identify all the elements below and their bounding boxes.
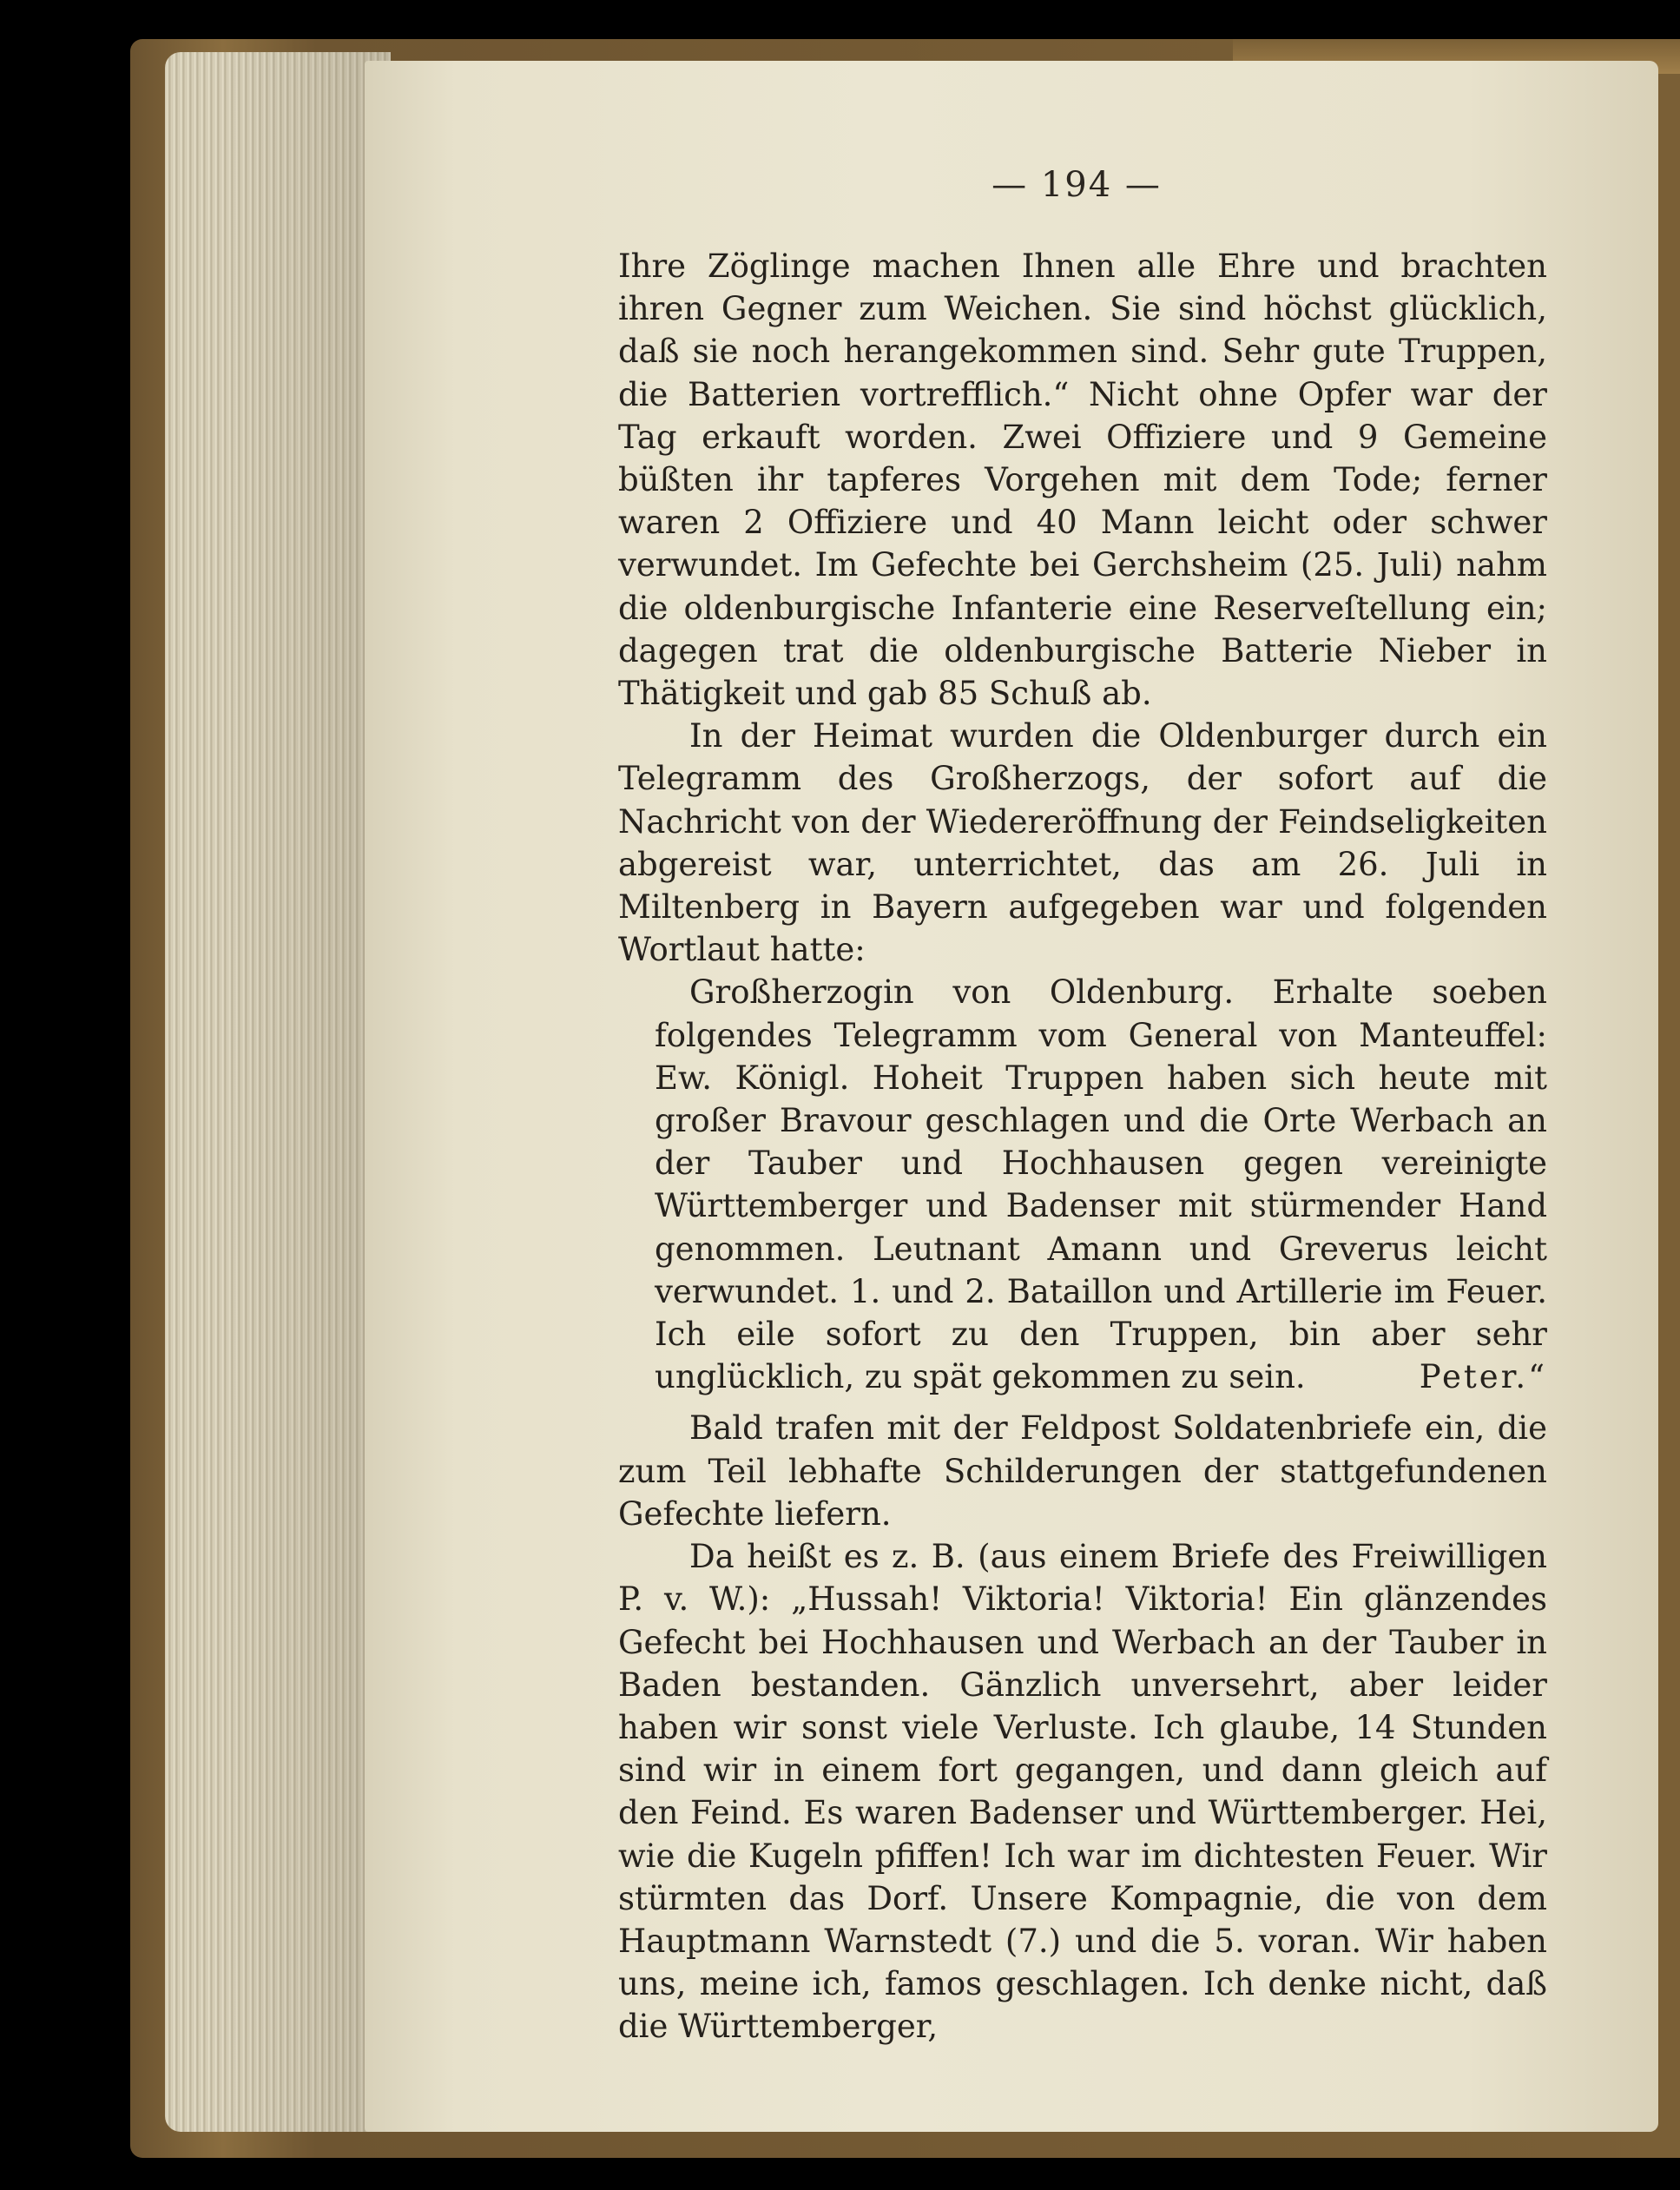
paragraph-2: In der Heimat wurden die Oldenburger durch ein Telegramm des Großherzogs, der sofort auf die Nachricht von der Wiedereröffnung der Feindseligkeiten abgereist war, unterrichtet, das am 26. Juli in Miltenberg in Bayern aufgegeben war und folgenden Wortlaut hatte: — [618, 717, 1547, 969]
telegram-quote — [655, 971, 1547, 1398]
spacer — [618, 1398, 1547, 1407]
telegram-signature: Peter.“ — [1419, 1358, 1547, 1396]
paragraph-1: Ihre Zöglinge machen Ihnen alle Ehre und brachten ihren Gegner zum Weichen. Sie sind höchst glücklich, daß sie noch herangekommen sind. Sehr gute Truppen, die Batterien vortrefflich.“ Nicht ohne Opfer war der Tag erkauft worden. Zwei Offiziere und 9 Gemeine büßten ihr tapferes Vorgehen mit dem Tode; ferner waren 2 Offiziere und 40 Mann leicht oder schwer verwundet. Im Gefechte bei Gerchsheim (25. Juli) nahm die oldenburgische Infanterie eine Reserveſtellung ein; dagegen trat die oldenburgische Batterie Nieber in Thätigkeit und gab 85 Schuß ab. — [618, 247, 1547, 713]
telegram-text: Großherzogin von Oldenburg. Erhalte soeben folgendes Telegramm vom General von Manteuffel: Ew. Königl. Hoheit Truppen haben sich heute mit großer Bravour geschlagen und die Orte Werbach an der Tauber und Hochhausen gegen vereinigte Württemberger und Badenser mit stürmender Hand genommen. Leutnant Amann und Greverus leicht verwundet. 1. und 2. Bataillon und Artillerie im Feuer. Ich eile sofort zu den Truppen, bin aber sehr unglücklich, zu spät gekommen zu sein. — [655, 973, 1547, 1396]
paragraph-4: Da heißt es z. B. (aus einem Briefe des Freiwilligen P. v. W.): „Hussah! Viktoria! Viktoria! Ein glänzendes Gefecht bei Hochhausen und Werbach an der Tauber in Baden bestanden. Gänzlich unversehrt, aber leider haben wir sonst viele Verluste. Ich glaube, 14 Stunden sind wir in einem fort gegangen, und dann gleich auf den Feind. Es waren Badenser und Württemberger. Hei, wie die Kugeln pfiffen! Ich war im dichtesten Feuer. Wir stürmten das Dorf. Unsere Kompagnie, die von dem Hauptmann Warnstedt (7.) und die 5. voran. Wir haben uns, meine ich, famos geschlagen. Ich denke nicht, daß die Württemberger, — [618, 1538, 1547, 2046]
page-number: — 194 — — [992, 165, 1162, 205]
page-text — [618, 245, 1547, 2048]
paragraph-3: Bald trafen mit der Feldpost Soldatenbriefe ein, die zum Teil lebhafte Schilderungen der stattgefundenen Gefechte liefern. — [618, 1409, 1547, 1533]
